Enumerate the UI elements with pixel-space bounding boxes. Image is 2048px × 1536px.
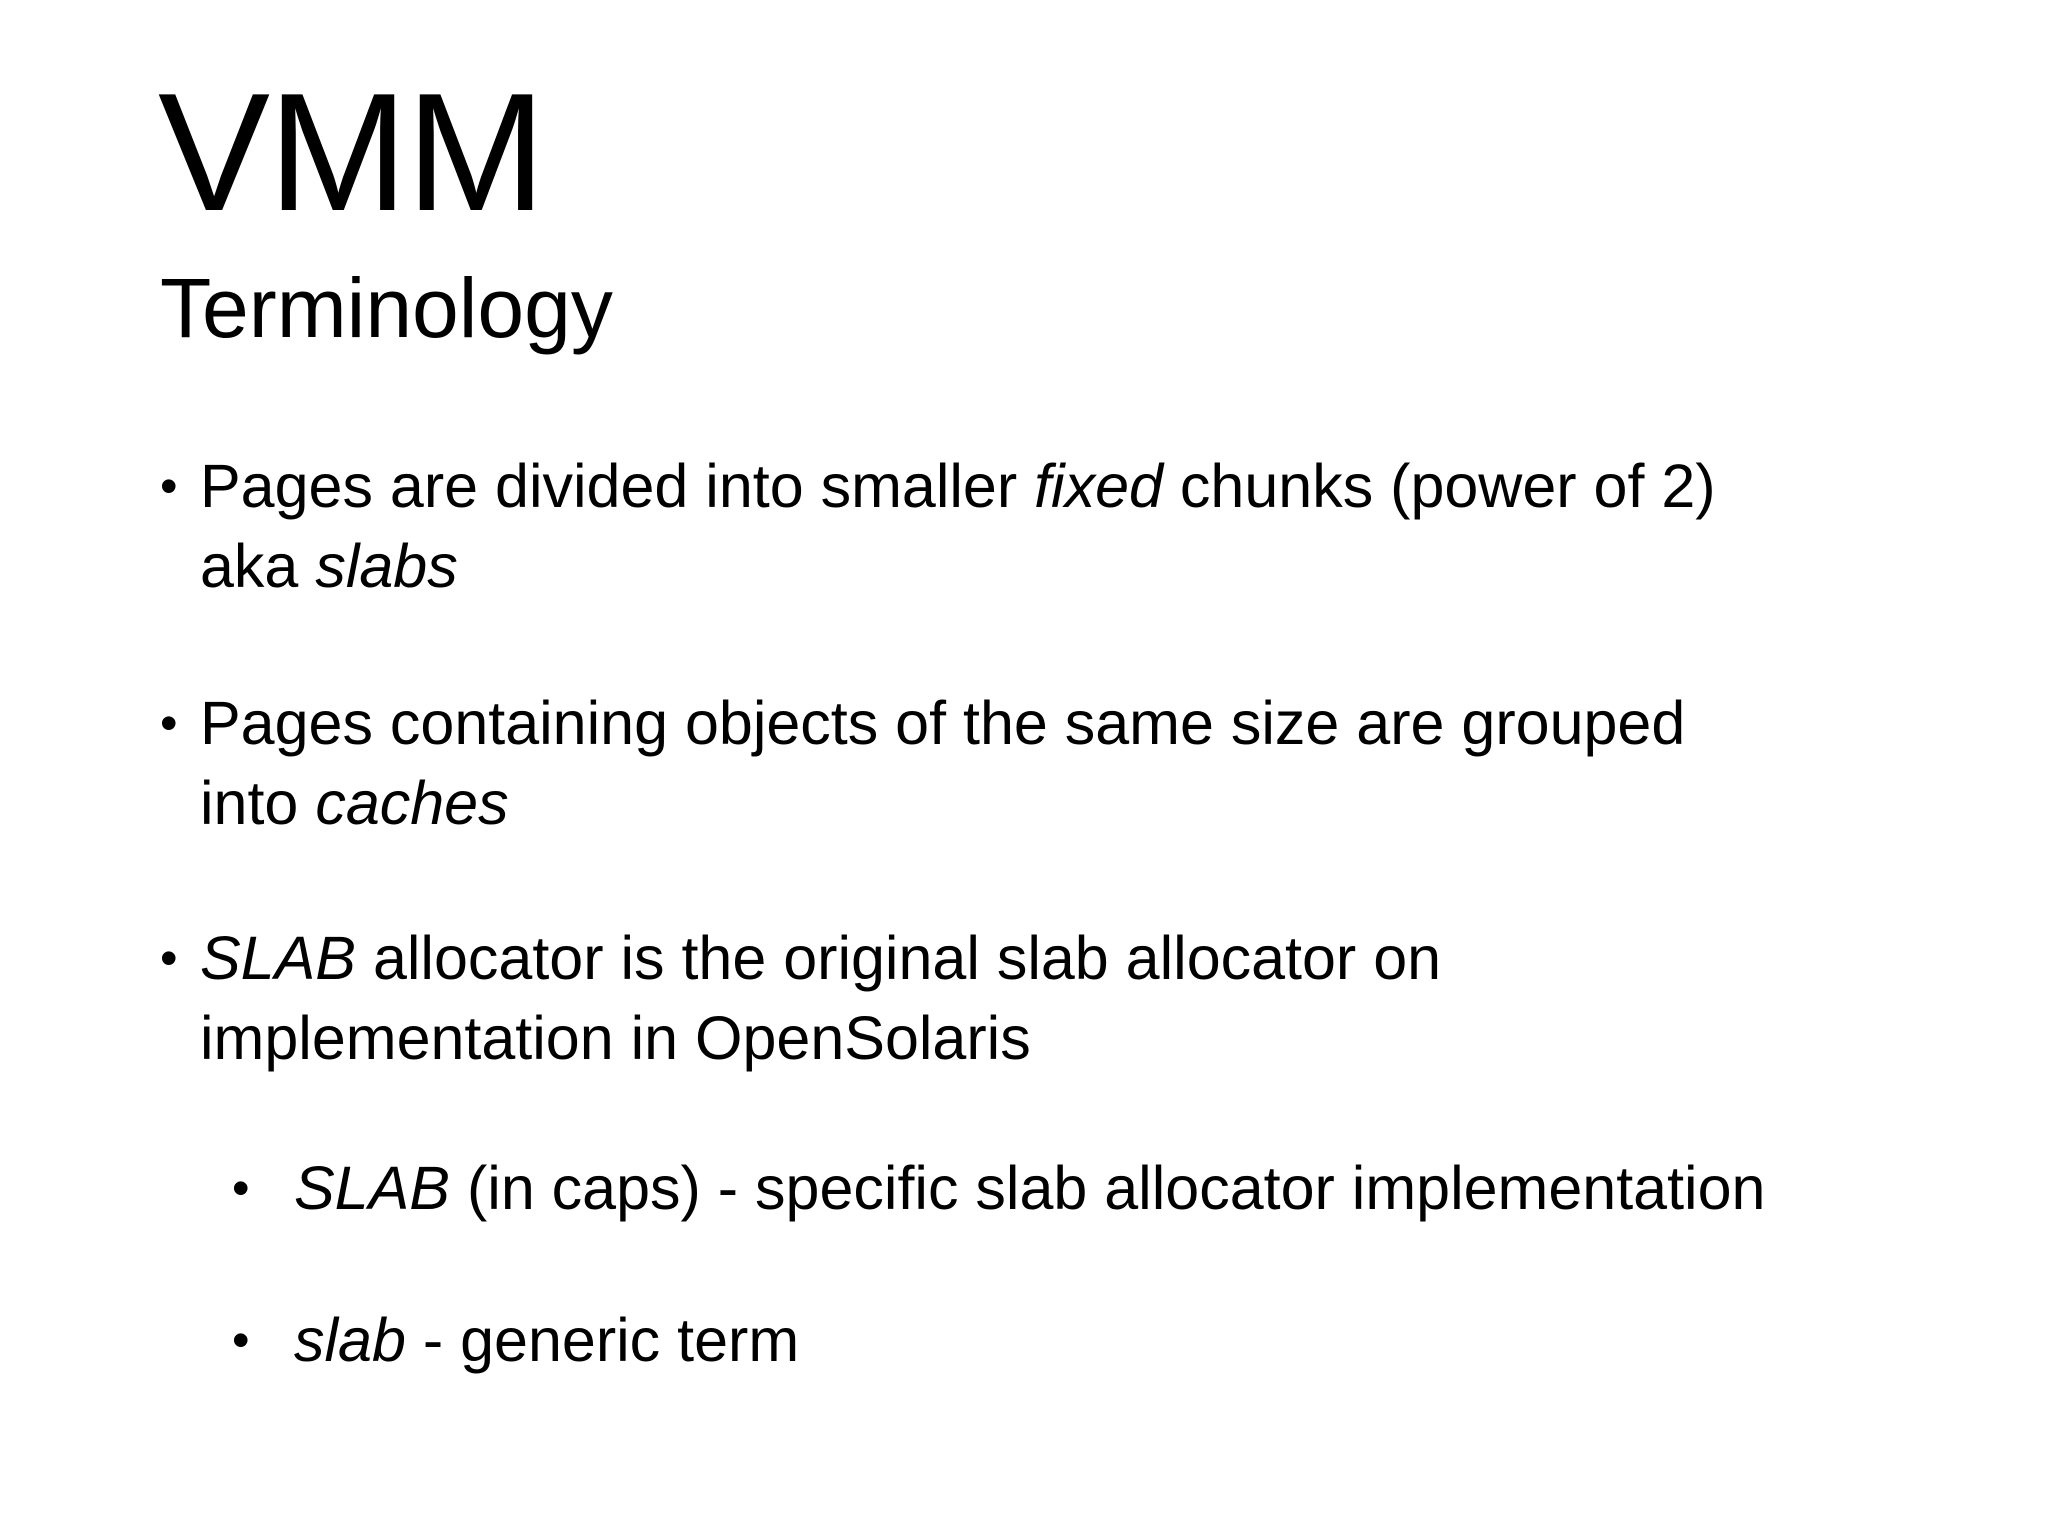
text-run: implementation in OpenSolaris xyxy=(200,1004,1031,1072)
text-run: chunks (power of 2) xyxy=(1162,452,1716,520)
slide-title: VMM xyxy=(158,58,544,246)
text-run: allocator is the original slab allocator on xyxy=(356,924,1442,992)
bullet-text xyxy=(200,683,1685,843)
bullet-line xyxy=(200,526,1716,606)
emphasis-text: caches xyxy=(315,769,509,837)
text-run: into xyxy=(200,769,316,837)
emphasis-text: SLAB xyxy=(200,924,356,992)
bullet-line xyxy=(294,1148,1765,1228)
text-run: Pages are divided into smaller xyxy=(200,452,1035,520)
bullet-line xyxy=(200,763,1685,843)
bullet-text xyxy=(200,918,1441,1078)
bullet-text xyxy=(200,446,1716,606)
bullet-dot: • xyxy=(232,1160,250,1216)
bullet-dot: • xyxy=(160,930,178,986)
text-run: (in caps) - specific slab allocator implementation xyxy=(450,1154,1766,1222)
text-run: Pages containing objects of the same size are grouped xyxy=(200,689,1686,757)
bullet-dot: • xyxy=(160,695,178,751)
emphasis-text: slab xyxy=(294,1306,406,1374)
emphasis-text: fixed xyxy=(1034,452,1163,520)
bullet-text xyxy=(294,1148,1765,1228)
emphasis-text: SLAB xyxy=(294,1154,450,1222)
bullet-line xyxy=(200,446,1716,526)
slide-subtitle: Terminology xyxy=(160,261,613,355)
emphasis-text: slabs xyxy=(315,532,458,600)
bullet-line xyxy=(294,1300,799,1380)
text-run: - generic term xyxy=(405,1306,800,1374)
bullet-dot: • xyxy=(160,458,178,514)
bullet-line xyxy=(200,998,1441,1078)
bullet-line xyxy=(200,683,1685,763)
bullet-dot: • xyxy=(232,1312,250,1368)
bullet-text xyxy=(294,1300,799,1380)
bullet-line xyxy=(200,918,1441,998)
text-run: aka xyxy=(200,532,316,600)
